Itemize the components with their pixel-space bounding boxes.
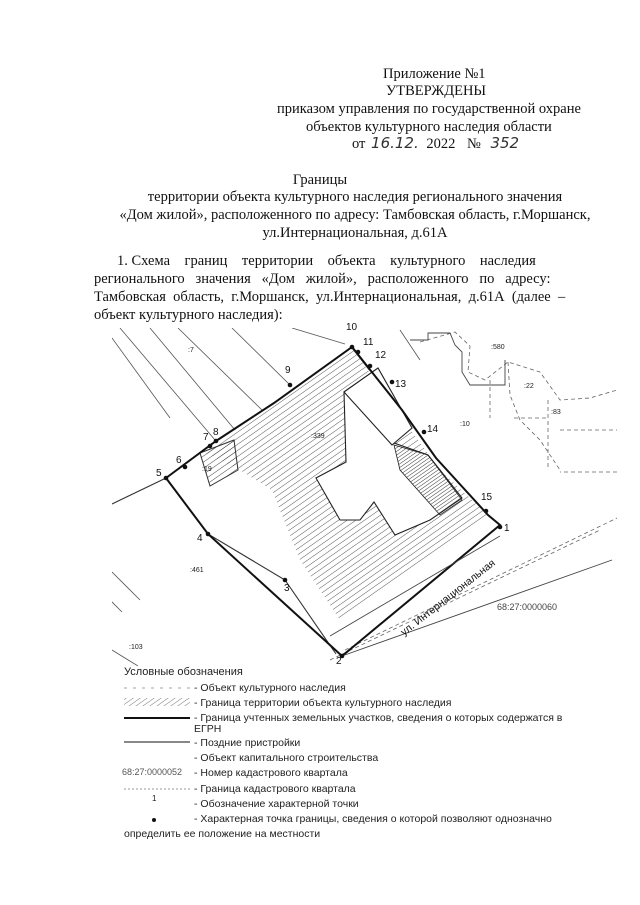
- date-year: 2022: [426, 136, 456, 152]
- header-line-3: приказом управления по государственной охране: [277, 101, 581, 117]
- date-prefix: от: [352, 136, 366, 152]
- point-label-8: 8: [213, 427, 219, 438]
- point-label-3: 3: [284, 583, 290, 594]
- point-label-5: 5: [156, 468, 162, 479]
- legend-item-building: - Объект капитального строительства: [194, 752, 379, 764]
- legend-title: Условные обозначения: [124, 666, 243, 678]
- point-label-4: 4: [197, 533, 203, 544]
- parcel-label-10: :10: [460, 421, 470, 428]
- title-line-2: территории объекта культурного наследия регионального значения: [147, 189, 563, 205]
- point-label-2: 2: [336, 656, 342, 667]
- paragraph-line-2: регионального значения «Дом жилой», расположенного по адресу:: [94, 271, 551, 287]
- point-label-1: 1: [504, 523, 510, 534]
- point-label-10: 10: [346, 322, 358, 333]
- legend-item-quarter-number: - Номер кадастрового квартала: [194, 767, 348, 779]
- title-line-4: ул.Интернациональная, д.61А: [262, 225, 448, 241]
- parcel-label-580: :580: [491, 344, 505, 351]
- legend-item-territory: - Граница территории объекта культурного наследия: [194, 697, 452, 709]
- title-line-3: «Дом жилой», расположенного по адресу: Тамбовская область, г.Моршанск,: [119, 207, 591, 223]
- point-label-14: 14: [427, 424, 439, 435]
- number-handwritten: 352: [490, 134, 520, 152]
- quarter-number-label: 68:27:0000060: [497, 602, 558, 612]
- paragraph-line-4: объект культурного наследия):: [94, 307, 283, 323]
- point-label-7: 7: [203, 432, 209, 443]
- header-line-4: объектов культурного наследия области: [306, 119, 552, 135]
- title-line-1: Границы: [292, 172, 348, 188]
- point-label-13: 13: [395, 379, 407, 390]
- point-label-11: 11: [363, 337, 374, 348]
- point-label-6: 6: [176, 455, 182, 466]
- parcel-label-103: :103: [129, 644, 143, 651]
- legend-item-parcel-cont: ЕГРН: [194, 723, 222, 735]
- paragraph-line-3: Тамбовская область, г.Моршанск, ул.Интернациональная, д.61А (далее –: [94, 289, 566, 305]
- legend-symbol-territory: [124, 698, 190, 706]
- legend-item-quarter-border: - Граница кадастрового квартала: [194, 783, 356, 795]
- parcel-label-7: :7: [188, 347, 194, 354]
- header-line-1: Приложение №1: [383, 66, 486, 82]
- point-label-9: 9: [285, 365, 291, 376]
- parcel-label-339: :339: [311, 433, 325, 440]
- parcel-label-19: :19: [202, 466, 212, 473]
- point-label-12: 12: [375, 350, 387, 361]
- date-handwritten: 16.12.: [371, 134, 419, 152]
- street-label: ул. Интернациональная: [398, 557, 498, 639]
- legend-symbol-point: [152, 818, 156, 822]
- number-sign: №: [467, 136, 481, 152]
- legend-sample-quarter: 68:27:0000052: [122, 767, 183, 777]
- parcel-label-461: :461: [190, 567, 204, 574]
- parcel-label-22: :22: [524, 383, 534, 390]
- legend-sample-point-label: 1: [152, 794, 157, 803]
- legend-item-point: - Характерная точка границы, сведения о которой позволяют однозначно: [194, 813, 552, 825]
- paragraph-line-1: 1. Схема границ территории объекта культурного наследия: [117, 253, 536, 269]
- point-label-15: 15: [481, 492, 493, 503]
- legend-item-parcel: - Граница учтенных земельных участков, сведения о которых содержатся в: [194, 712, 563, 724]
- legend-item-point-label: - Обозначение характерной точки: [194, 798, 359, 810]
- header-line-2: УТВЕРЖДЕНЫ: [386, 83, 487, 99]
- legend-item-point-cont: определить ее положение на местности: [124, 828, 321, 840]
- legend-item-heritage: - Объект культурного наследия: [194, 682, 346, 694]
- legend-item-late: - Поздние пристройки: [194, 737, 301, 749]
- parcel-label-83: :83: [551, 409, 561, 416]
